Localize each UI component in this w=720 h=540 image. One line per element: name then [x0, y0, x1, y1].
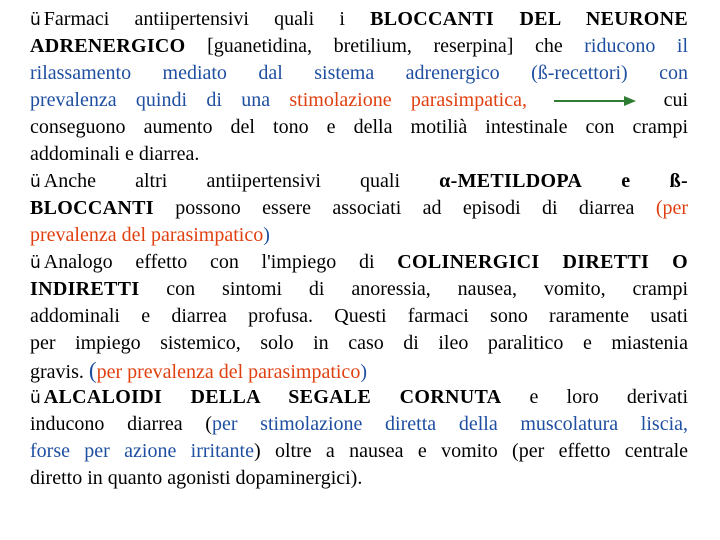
- p3-line-2: [30, 276, 688, 303]
- blue-text: ): [263, 224, 270, 246]
- p2-line-2: [30, 195, 688, 222]
- p4-line-4: [30, 465, 688, 492]
- text: cui: [663, 89, 689, 111]
- p1-line-1: [30, 6, 688, 33]
- text: con sintomi di anoressia, nausea, vomito, crampi: [166, 278, 688, 300]
- drug-class-highlight: ADRENERGICO: [30, 35, 186, 57]
- blue-text: (: [88, 358, 97, 383]
- red-text: prevalenza del parasimpatico: [30, 224, 264, 246]
- blue-text: prevalenza quindi di una: [30, 89, 271, 111]
- p3-line-4: [30, 330, 688, 357]
- right-arrow-icon: [552, 94, 638, 108]
- drug-class-highlight: INDIRETTI: [30, 278, 140, 300]
- text: [guanetidina, bretilium, reserpina] che: [207, 35, 563, 57]
- p4-line-3: [30, 438, 688, 465]
- p3-line-1: [30, 249, 688, 276]
- p1-line-3: [30, 60, 688, 87]
- blue-text: rilassamento mediato dal sistema adrenergico (ß-recettori) con: [30, 62, 688, 84]
- p1-line-2: [30, 33, 688, 60]
- text: e: [621, 170, 631, 192]
- text: per impiego sistemico, solo in caso di ileo paralitico e miastenia: [30, 332, 688, 354]
- text: gravis.: [30, 361, 84, 383]
- text: ) oltre a nausea e vomito (per effetto centrale: [253, 440, 689, 462]
- text: possono essere associati ad episodi di diarrea: [175, 197, 635, 219]
- p2-line-3: [30, 222, 688, 249]
- checkmark-bullet-icon: ü: [30, 172, 41, 192]
- text: Analogo effetto con l'impiego di: [43, 251, 375, 273]
- p1-line-5: [30, 114, 688, 141]
- blue-text: ): [360, 361, 367, 383]
- drug-class-highlight: BLOCCANTI DEL NEURONE: [370, 8, 689, 30]
- p1-line-4: [30, 87, 688, 114]
- p4-line-2: [30, 411, 688, 438]
- text: diretto in quanto agonisti dopaminergici).: [30, 467, 363, 489]
- blue-text: forse per azione irritante: [30, 440, 254, 462]
- drug-name-highlight: ß-: [669, 170, 688, 192]
- red-text: per prevalenza del parasimpatico: [96, 361, 361, 383]
- red-text: (per: [655, 197, 689, 219]
- text: e loro derivati: [529, 386, 689, 408]
- p3-line-3: [30, 303, 688, 330]
- document-body: [30, 6, 688, 492]
- text: Farmaci antiipertensivi quali i: [43, 8, 345, 30]
- text: inducono diarrea (: [30, 413, 212, 435]
- p3-line-5: [30, 357, 688, 384]
- drug-name-highlight: BLOCCANTI: [30, 197, 154, 219]
- text: conseguono aumento del tono e della motilià intestinale con crampi: [30, 116, 688, 138]
- checkmark-bullet-icon: ü: [30, 388, 41, 408]
- red-text: stimolazione parasimpatica,: [289, 89, 527, 111]
- drug-class-highlight: COLINERGICI DIRETTI O: [397, 251, 689, 273]
- drug-name-highlight: α-METILDOPA: [439, 170, 583, 192]
- drug-class-highlight: ALCALOIDI DELLA SEGALE CORNUTA: [43, 386, 502, 408]
- p2-line-1: [30, 168, 688, 195]
- p4-line-1: [30, 384, 688, 411]
- checkmark-bullet-icon: ü: [30, 10, 41, 30]
- p1-line-6: [30, 141, 688, 168]
- text: Anche altri antiipertensivi quali: [43, 170, 401, 192]
- text: addominali e diarrea.: [30, 143, 200, 165]
- checkmark-bullet-icon: ü: [30, 253, 41, 273]
- blue-text: per stimolazione diretta della muscolatura liscia,: [211, 413, 688, 435]
- blue-text: riducono il: [584, 35, 688, 57]
- text: addominali e diarrea profusa. Questi farmaci sono raramente usati: [30, 305, 688, 327]
